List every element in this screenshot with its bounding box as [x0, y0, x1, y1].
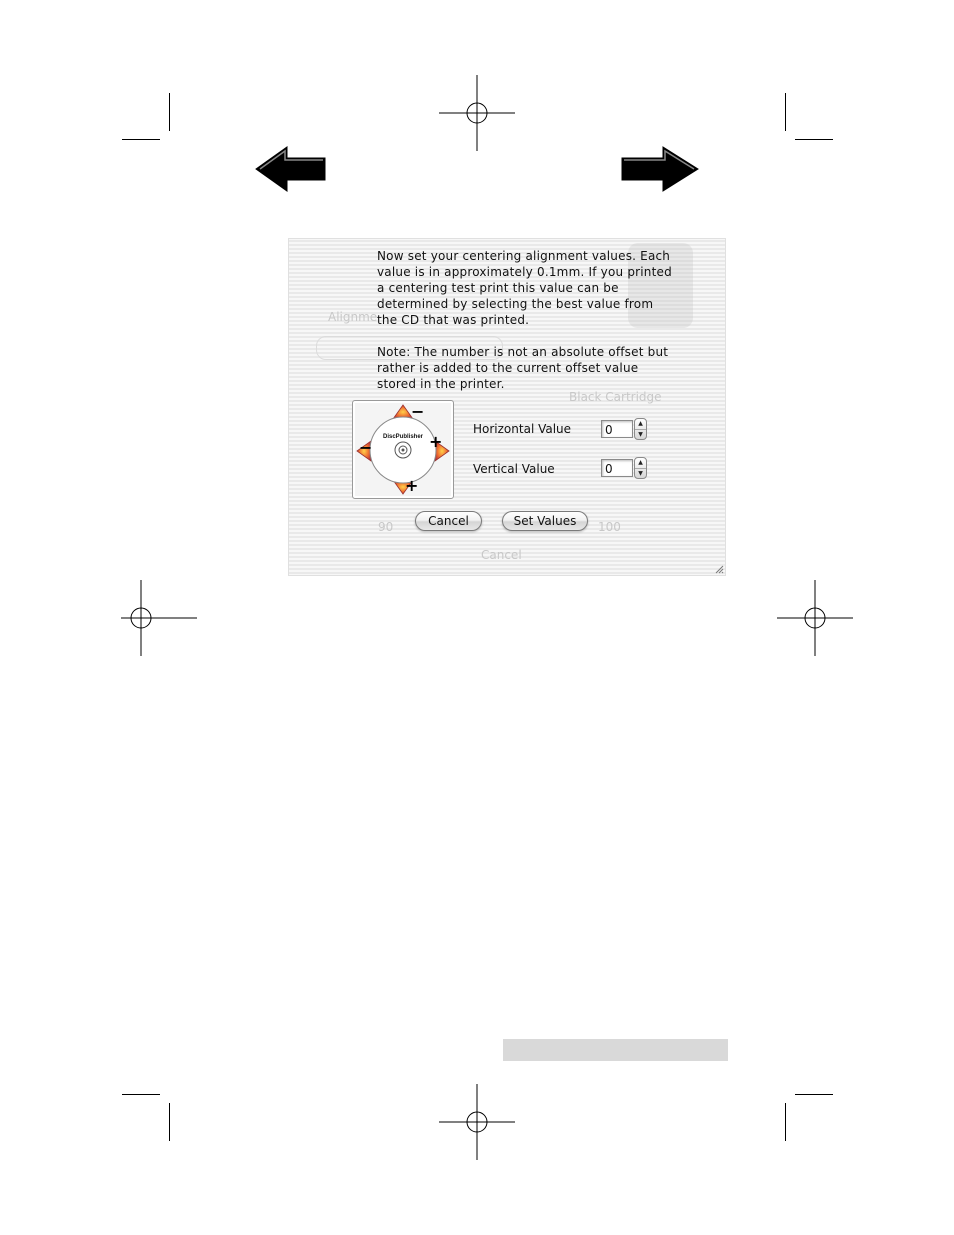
- crop-mark-top-left-v: [169, 93, 170, 131]
- vertical-value-label: Vertical Value: [473, 462, 555, 476]
- plus-right-symbol: +: [429, 432, 443, 451]
- set-values-button[interactable]: Set Values: [502, 511, 588, 531]
- ghost-right-value: 100: [598, 520, 621, 534]
- minus-left-symbol: −: [359, 438, 373, 457]
- cancel-button[interactable]: Cancel: [415, 511, 482, 531]
- right-arrow-icon[interactable]: [621, 146, 699, 192]
- minus-top-symbol: −: [411, 402, 425, 421]
- instructions-text: [377, 248, 677, 392]
- cd-graphic: [353, 401, 453, 498]
- crop-mark-bottom-left-h: [122, 1094, 160, 1095]
- crop-mark-bottom-right-h: [795, 1094, 833, 1095]
- crop-mark-top-left-h: [122, 139, 160, 140]
- crop-mark-bottom-right-v: [785, 1103, 786, 1141]
- resize-grip-icon[interactable]: [715, 565, 724, 574]
- note-paragraph: Note: The number is not an absolute offset but rather is added to the current offset value stored in the printer.: [377, 345, 669, 391]
- ghost-cancel-label: Cancel: [481, 548, 522, 562]
- horizontal-stepper-down-icon[interactable]: ▼: [635, 429, 646, 440]
- footer-bar: [503, 1039, 728, 1061]
- vertical-stepper-up-icon[interactable]: ▲: [638, 459, 643, 466]
- horizontal-value-stepper[interactable]: [634, 418, 647, 440]
- left-arrow-icon[interactable]: [255, 146, 327, 192]
- registration-mark-right: [777, 580, 853, 656]
- registration-mark-bottom: [439, 1084, 515, 1160]
- horizontal-value-input[interactable]: 0: [601, 420, 633, 438]
- registration-mark-left: [121, 580, 197, 656]
- ghost-black-cartridge-label: Black Cartridge: [569, 390, 662, 404]
- crop-mark-top-right-v: [785, 93, 786, 131]
- centering-alignment-dialog: [288, 238, 726, 576]
- plus-bottom-symbol: +: [405, 476, 419, 495]
- ghost-alignment-label: Alignme: [328, 310, 378, 324]
- registration-mark-top: [439, 75, 515, 151]
- instructions-paragraph: Now set your centering alignment values. Each value is in approximately 0.1mm. If you printed a centering test print this value can be determined by selecting the best value from the CD that was printed.: [377, 249, 672, 327]
- horizontal-stepper-up-icon[interactable]: ▲: [638, 420, 643, 427]
- horizontal-value-label: Horizontal Value: [473, 422, 572, 436]
- crop-mark-bottom-left-v: [169, 1103, 170, 1141]
- vertical-stepper-down-icon[interactable]: ▼: [635, 468, 646, 479]
- disc-logo-text: DiscPublisher: [382, 434, 424, 440]
- vertical-value-input[interactable]: 0: [601, 459, 633, 477]
- ghost-left-value: 90: [378, 520, 394, 534]
- crop-mark-top-right-h: [795, 139, 833, 140]
- cd-alignment-illustration: [352, 400, 454, 499]
- vertical-value-stepper[interactable]: [634, 457, 647, 479]
